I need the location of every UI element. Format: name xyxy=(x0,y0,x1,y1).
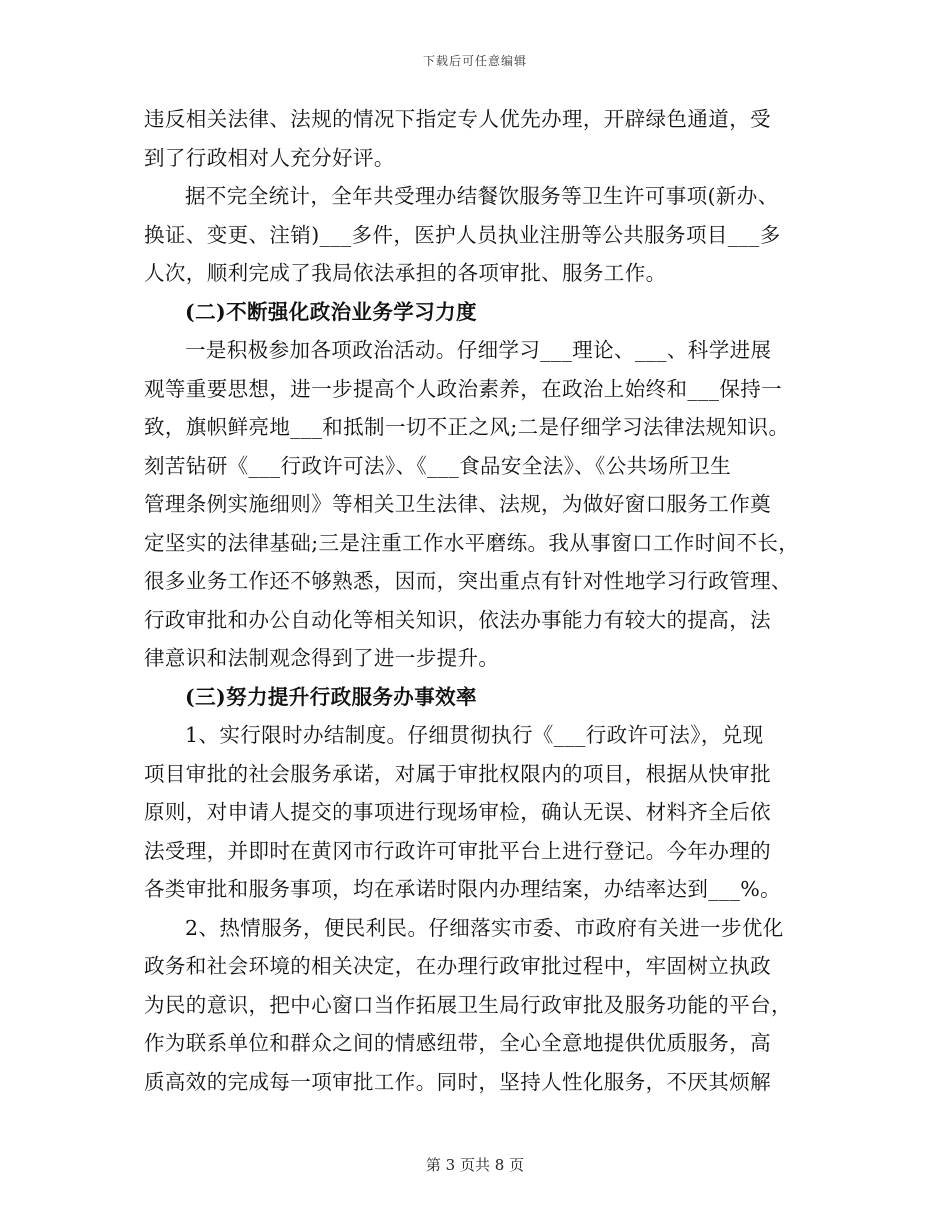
page-header: 下载后可任意编辑 xyxy=(422,54,527,68)
text-line: 质高效的完成每一项审批工作。同时，坚持人性化服务，不厌其烦解 xyxy=(144,1069,771,1094)
page-footer: 第 3 页共 8 页 xyxy=(425,1156,525,1174)
text-line: 换证、变更、注销)___多件，医护人员执业注册等公共服务项目___多 xyxy=(144,222,781,247)
text-line: 观等重要思想，进一步提高个人政治素养，在政治上始终和___保持一 xyxy=(144,376,783,401)
text-line: 定坚实的法律基础;三是注重工作水平磨练。我从事窗口工作时间不长， xyxy=(144,530,800,555)
text-line: 律意识和法制观念得到了进一步提升。 xyxy=(144,646,500,670)
text-line: 刻苦钻研《___行政许可法》、《___食品安全法》、《公共场所卫生 xyxy=(144,453,732,478)
text-line: 人次，顺利完成了我局依法承担的各项审批、服务工作。 xyxy=(144,261,667,285)
paragraph-start-line: 1、实行限时办结制度。仔细贯彻执行《___行政许可法》，兑现 xyxy=(185,723,764,747)
paragraph-start-line: 2、热情服务，便民利民。仔细落实市委、市政府有关进一步优化 xyxy=(185,915,784,940)
text-line: 很多业务工作还不够熟悉，因而，突出重点有针对性地学习行政管理、 xyxy=(144,569,792,593)
document-body xyxy=(144,100,814,1101)
section-heading: (二)不断强化政治业务学习力度 xyxy=(185,299,477,324)
text-line: 到了行政相对人充分好评。 xyxy=(144,145,395,170)
text-line: 行政审批和办公自动化等相关知识，依法办事能力有较大的提高，法 xyxy=(144,607,771,632)
text-line: 作为联系单位和群众之间的情感纽带，全心全意地提供优质服务，高 xyxy=(144,1031,771,1055)
paragraph-start-line: 一是积极参加各项政治活动。仔细学习___理论、___、科学进展 xyxy=(185,338,772,362)
text-line: 为民的意识，把中心窗口当作拓展卫生局行政审批及服务功能的平台， xyxy=(144,992,792,1017)
text-line: 项目审批的社会服务承诺，对属于审批权限内的项目，根据从快审批 xyxy=(144,761,771,786)
text-line: 管理条例实施细则》等相关卫生法律、法规，为做好窗口服务工作奠 xyxy=(144,492,771,516)
paragraph-start-line: 据不完全统计，全年共受理办结餐饮服务等卫生许可事项(新办、 xyxy=(185,184,779,208)
section-heading: (三)努力提升行政服务办事效率 xyxy=(185,684,477,709)
text-line: 法受理，并即时在黄冈市行政许可审批平台上进行登记。今年办理的 xyxy=(144,838,771,863)
text-line: 致，旗帜鲜亮地___和抵制一切不正之风;二是仔细学习法律法规知识。 xyxy=(144,415,790,439)
text-line: 各类审批和服务事项，均在承诺时限内办理结案，办结率达到___%。 xyxy=(144,877,782,901)
text-line: 原则，对申请人提交的事项进行现场审检，确认无误、材料齐全后依 xyxy=(144,800,771,824)
text-line: 政务和社会环境的相关决定，在办理行政审批过程中，牢固树立执政 xyxy=(144,954,771,978)
text-line: 违反相关法律、法规的情况下指定专人优先办理，开辟绿色通道，受 xyxy=(144,107,771,131)
